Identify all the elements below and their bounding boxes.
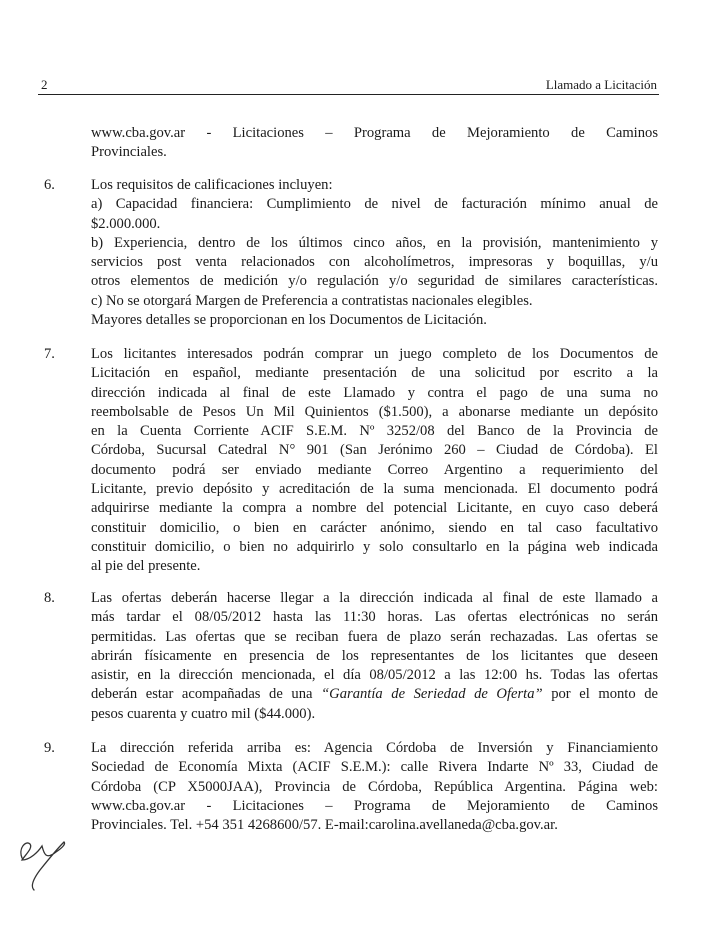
text-line: abrirán físicamente en presencia de los representantes de los licitantes que deseen (91, 647, 658, 664)
text-line-with-italic (91, 685, 658, 704)
text-line: documento podrá ser enviado mediante Correo Argentino a requerimiento del (91, 461, 658, 478)
text-line: www.cba.gov.ar - Licitaciones – Programa de Mejoramiento de Caminos (91, 125, 658, 141)
text-line: permitidas. Las ofertas que se reciban fuera de plazo serán rechazadas. Las ofertas se (91, 628, 658, 645)
text-line: Licitación en español, mediante presentación de una solicitud por escrito a la (91, 365, 658, 382)
text-line: c) No se otorgará Margen de Preferencia a contratistas nacionales elegibles. (91, 292, 533, 309)
text-line: Los licitantes interesados podrán comprar un juego completo de los Documentos de (91, 346, 658, 362)
text-line: pesos cuarenta y cuatro mil ($44.000). (91, 705, 316, 722)
text-line: en la Cuenta Corriente ACIF S.E.M. Nº 3252/08 del Banco de la Provincia de (91, 423, 658, 440)
text-line: Provinciales. (91, 144, 167, 161)
text-line: constituir domicilio, o bien en carácter anónimo, siendo en tal caso facultativo (91, 519, 658, 536)
text-line: reembolsable de Pesos Un Mil Quinientos ($1.500), a abonarse mediante un depósito (91, 403, 658, 420)
item-7-paragraph (91, 345, 658, 577)
text-fragment: deberán estar acompañadas de una (91, 686, 322, 703)
text-line: Los requisitos de calificaciones incluyen: (91, 177, 333, 193)
text-line: Licitante, previo depósito y acreditación de la suma mencionada. El documento podrá (91, 481, 658, 498)
text-line: Córdoba (CP X5000JAA), Provincia de Córdoba, República Argentina. Página web: (91, 778, 658, 795)
text-line: www.cba.gov.ar - Licitaciones – Programa de Mejoramiento de Caminos (91, 797, 658, 814)
italic-phrase: “Garantía de Seriedad de Oferta” (321, 686, 543, 703)
text-line: Provinciales. Tel. +54 351 4268600/57. E-mail:carolina.avellaneda@cba.gov.ar. (91, 817, 558, 834)
text-line: asistir, en la dirección mencionada, el día 08/05/2012 a las 12:00 hs. Todas las ofertas (91, 667, 658, 684)
text-line: La dirección referida arriba es: Agencia Córdoba de Inversión y Financiamiento (91, 740, 658, 756)
text-line: adquirirse mediante la compra a nombre del potencial Licitante, en cuyo caso deberá (91, 500, 658, 517)
page-number: 2 (41, 77, 48, 92)
text-line: Córdoba, Sucursal Catedral N° 901 (San Jerónimo 260 – Ciudad de Córdoba). El (91, 442, 658, 459)
page-header (38, 74, 659, 95)
text-line: $2.000.000. (91, 215, 161, 232)
text-line: dirección indicada al final de este Llamado y contra el pago de una suma no (91, 384, 658, 401)
item-number: 9. (44, 740, 55, 756)
text-fragment: por el monto de (542, 686, 658, 703)
item-9-paragraph (91, 739, 658, 835)
item-number: 8. (44, 590, 55, 606)
item-number: 7. (44, 346, 55, 362)
intro-paragraph (91, 124, 658, 163)
text-line: más tardar el 08/05/2012 hasta las 11:30 horas. Las ofertas electrónicas no serán (91, 609, 658, 626)
text-line: constituir domicilio, o bien no adquirirlo y solo consultarlo en la página web indicada (91, 538, 658, 555)
item-8-paragraph (91, 589, 658, 724)
item-6-paragraph (91, 176, 658, 330)
text-line: b) Experiencia, dentro de los últimos cinco años, en la provisión, mantenimiento y (91, 234, 658, 251)
text-line: a) Capacidad financiera: Cumplimiento de nivel de facturación mínimo anual de (91, 196, 658, 213)
text-line: otros elementos de medición y/o regulación y/o seguridad de similares características. (91, 273, 658, 290)
text-line: Las ofertas deberán hacerse llegar a la dirección indicada al final de este llamado a (91, 590, 658, 606)
text-line: al pie del presente. (91, 558, 201, 575)
text-line: Sociedad de Economía Mixta (ACIF S.E.M.): calle Rivera Indarte Nº 33, Ciudad de (91, 759, 658, 776)
header-title: Llamado a Licitación (545, 77, 657, 92)
text-line: servicios post venta relacionados con alcoholímetros, impresoras y boquillas, y/u (91, 254, 658, 271)
handwritten-initials (12, 830, 68, 894)
item-number: 6. (44, 177, 55, 193)
text-line: Mayores detalles se proporcionan en los Documentos de Licitación. (91, 312, 487, 329)
